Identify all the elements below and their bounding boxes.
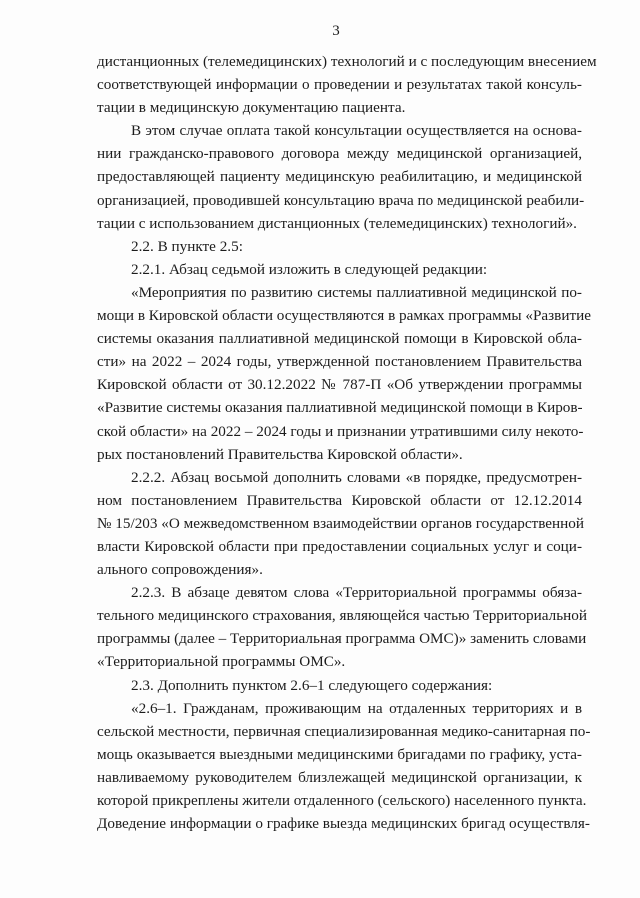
text-line: ном постановлением Правительства Кировской области от 12.12.2014 <box>97 491 582 509</box>
text-line: власти Кировской области при предоставлении социальных услуг и соци- <box>97 537 582 555</box>
paragraph <box>97 119 585 234</box>
text-line: дистанционных (телемедицинских) технологий и с последующим внесением <box>97 53 597 70</box>
text-line: сельской местности, первичная специализированная медико-санитарная по- <box>97 722 591 740</box>
text-line: тельного медицинского страхования, являющейся частью Территориальной <box>97 607 587 625</box>
paragraph <box>97 281 591 466</box>
text-line: нии гражданско-правового договора между медицинской организацией, <box>97 145 582 163</box>
text-line: № 15/203 «О межведомственном взаимодействии органов государственной <box>97 514 584 532</box>
text-line: 2.2. В пункте 2.5: <box>131 237 243 255</box>
text-line: «Территориальной программы ОМС». <box>97 653 346 671</box>
paragraph <box>97 258 582 281</box>
text-line: тации с использованием дистанционных (телемедицинских) технологий». <box>97 214 577 232</box>
text-line: «Развитие системы оказания паллиативной медицинской помощи в Киров- <box>97 399 583 417</box>
text-line: 2.2.3. В абзаце девятом слова «Территориальной программы обяза- <box>131 584 582 602</box>
text-line: навливаемому руководителем близлежащей медицинской организации, к <box>97 768 582 786</box>
paragraph <box>97 697 591 836</box>
page-number: 3 <box>332 23 340 39</box>
text-line: 2.2.1. Абзац седьмой изложить в следующей редакции: <box>131 260 488 278</box>
text-line: «Мероприятия по развитию системы паллиативной медицинской по- <box>131 283 582 301</box>
text-line: системы оказания паллиативной медицинской помощи в Кировской обла- <box>97 330 582 348</box>
text-line: рых постановлений Правительства Кировской области». <box>97 445 463 463</box>
text-line: организацией, проводившей консультацию врача по медицинской реабили- <box>97 191 585 209</box>
text-line: 2.2.2. Абзац восьмой дополнить словами «в порядке, предусмотрен- <box>131 468 582 486</box>
paragraph <box>97 466 582 581</box>
paragraph <box>97 50 597 119</box>
text-line: предоставляющей пациенту медицинскую реабилитацию, и медицинской <box>97 168 582 186</box>
text-line: 2.3. Дополнить пунктом 2.6–1 следующего содержания: <box>131 676 493 694</box>
paragraph <box>97 674 582 697</box>
text-line: Кировской области от 30.12.2022 № 787-П «Об утверждении программы <box>97 376 582 394</box>
document-body <box>97 50 597 835</box>
paragraph <box>97 235 582 258</box>
text-line: тации в медицинскую документацию пациента. <box>97 99 406 117</box>
text-line: соответствующей информации о проведении и результатах такой консуль- <box>97 76 582 94</box>
text-line: Доведение информации о графике выезда медицинских бригад осуществля- <box>97 815 590 833</box>
text-line: мощь оказывается выездными медицинскими бригадами по графику, уста- <box>97 745 582 763</box>
text-line: мощи в Кировской области осуществляются в рамках программы «Развитие <box>97 307 591 325</box>
text-line: которой прикреплены жители отдаленного (сельского) населенного пункта. <box>97 792 587 809</box>
text-line: сти» на 2022 – 2024 годы, утвержденной постановлением Правительства <box>97 353 582 371</box>
text-line: В этом случае оплата такой консультации осуществляется на основа- <box>131 122 582 140</box>
text-line: программы (далее – Территориальная программа ОМС)» заменить словами <box>97 630 587 648</box>
text-line: ального сопровождения». <box>97 561 263 579</box>
text-line: ской области» на 2022 – 2024 годы и признании утратившими силу некото- <box>97 422 584 440</box>
paragraph <box>97 581 587 673</box>
text-line: «2.6–1. Гражданам, проживающим на отдаленных территориях и в <box>131 699 582 717</box>
